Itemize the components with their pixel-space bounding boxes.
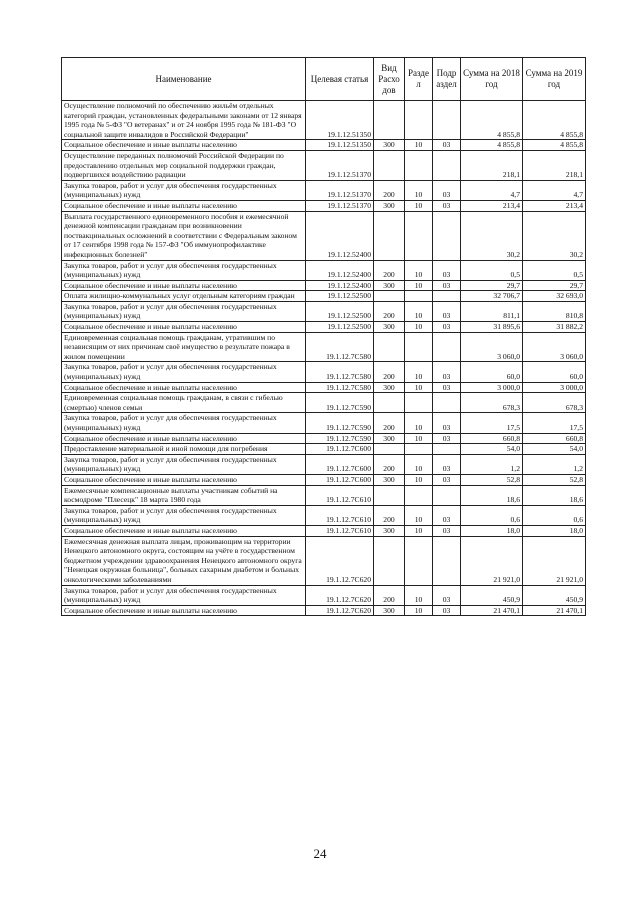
sum-2018: 3 060,0 (461, 332, 523, 362)
subsection: 03 (433, 260, 461, 280)
table-row (62, 585, 586, 605)
subsection (433, 485, 461, 505)
expense-type: 200 (374, 505, 405, 525)
target-article: 19.1.12.7С620 (306, 536, 374, 585)
section: 10 (405, 301, 433, 321)
sum-2019: 17,5 (523, 413, 586, 433)
sum-2018: 660,8 (461, 433, 523, 444)
subsection: 03 (433, 362, 461, 382)
section (405, 211, 433, 260)
target-article: 19.1.12.52400 (306, 211, 374, 260)
row-name: Оплата жилищно-коммунальных услуг отдельным категориям граждан (62, 291, 306, 302)
target-article: 19.1.12.7С590 (306, 433, 374, 444)
expense-type: 200 (374, 301, 405, 321)
table-row (62, 140, 586, 151)
sum-2018: 450,9 (461, 585, 523, 605)
row-name: Осуществление переданных полномочий Российской Федерации по предоставлению отдельных мер социальной поддержки граждан, подвергшихся воздействию радиации (62, 150, 306, 180)
subsection: 03 (433, 474, 461, 485)
table-row (62, 200, 586, 211)
header-expense-type: Вид Расхо дов (374, 58, 405, 101)
row-name: Закупка товаров, работ и услуг для обеспечения государственных (муниципальных) нужд (62, 301, 306, 321)
expense-type: 300 (374, 525, 405, 536)
table-row (62, 605, 586, 616)
table-row (62, 211, 586, 260)
row-name: Социальное обеспечение и иные выплаты населению (62, 605, 306, 616)
section: 10 (405, 505, 433, 525)
table-row (62, 413, 586, 433)
sum-2019: 0,6 (523, 505, 586, 525)
expense-type: 300 (374, 474, 405, 485)
subsection: 03 (433, 605, 461, 616)
section: 10 (405, 260, 433, 280)
row-name: Социальное обеспечение и иные выплаты населению (62, 433, 306, 444)
section: 10 (405, 140, 433, 151)
target-article: 19.1.12.52500 (306, 301, 374, 321)
sum-2019: 18,0 (523, 525, 586, 536)
section: 10 (405, 362, 433, 382)
sum-2019: 21 470,1 (523, 605, 586, 616)
section: 10 (405, 474, 433, 485)
table-header-row (62, 58, 586, 101)
expense-type: 300 (374, 200, 405, 211)
header-section: Разде л (405, 58, 433, 101)
target-article: 19.1.12.7С590 (306, 413, 374, 433)
target-article: 19.1.12.52500 (306, 291, 374, 302)
target-article: 19.1.12.51350 (306, 140, 374, 151)
section: 10 (405, 280, 433, 291)
row-name: Осуществление полномочий по обеспечению жильём отдельных категорий граждан, установленных федеральными законами от 12 января 1995 года № 5-ФЗ "О ветеранах" и от 24 ноября 1995 года № 181-ФЗ "О социальной защите инвалидов в Российской Федерации" (62, 101, 306, 140)
section (405, 485, 433, 505)
sum-2019: 1,2 (523, 454, 586, 474)
sum-2019: 810,8 (523, 301, 586, 321)
expense-type (374, 101, 405, 140)
subsection (433, 150, 461, 180)
page-number: 24 (313, 846, 327, 861)
target-article: 19.1.12.7С610 (306, 485, 374, 505)
sum-2018: 54,0 (461, 444, 523, 455)
sum-2019: 31 882,2 (523, 322, 586, 333)
target-article: 19.1.12.7С610 (306, 525, 374, 536)
row-name: Социальное обеспечение и иные выплаты населению (62, 525, 306, 536)
table-row (62, 291, 586, 302)
subsection: 03 (433, 180, 461, 200)
sum-2019: 450,9 (523, 585, 586, 605)
expense-type (374, 536, 405, 585)
row-name: Единовременная социальная помощь гражданам, утратившим по независящим от них причинам своё имущество в результате пожара в жилом помещении (62, 332, 306, 362)
table-row (62, 280, 586, 291)
expense-type (374, 393, 405, 413)
section (405, 101, 433, 140)
row-name: Закупка товаров, работ и услуг для обеспечения государственных (муниципальных) нужд (62, 413, 306, 433)
sum-2019: 54,0 (523, 444, 586, 455)
table-row (62, 444, 586, 455)
expense-type (374, 332, 405, 362)
target-article: 19.1.12.51370 (306, 180, 374, 200)
row-name: Социальное обеспечение и иные выплаты населению (62, 140, 306, 151)
expense-type (374, 150, 405, 180)
target-article: 19.1.12.51350 (306, 101, 374, 140)
table-row (62, 362, 586, 382)
row-name: Ежемесячная денежная выплата лицам, проживающим на территории Ненецкого автономного округа, состоящим на учёте в государственном бюджетном учреждении здравоохранения Ненецкого автономного округа "Ненецкая окружная больница", больных сахарным диабетом и больных онкологическими заболеваниями (62, 536, 306, 585)
section: 10 (405, 413, 433, 433)
sum-2018: 52,8 (461, 474, 523, 485)
row-name: Выплата государственного единовременного пособия и ежемесячной денежной компенсации гражданам при возникновении поствакцинальных осложнений в соответствии с Федеральным законом от 17 сентября 1998 года № 157-ФЗ "Об иммунопрофилактике инфекционных болезней" (62, 211, 306, 260)
sum-2019: 4,7 (523, 180, 586, 200)
subsection: 03 (433, 200, 461, 211)
subsection: 03 (433, 525, 461, 536)
section: 10 (405, 454, 433, 474)
subsection: 03 (433, 433, 461, 444)
header-sum-2019: Сумма на 2019 год (523, 58, 586, 101)
target-article: 19.1.12.7С600 (306, 474, 374, 485)
table-row (62, 393, 586, 413)
row-name: Единовременная социальная помощь гражданам, в связи с гибелью (смертью) членов семьи (62, 393, 306, 413)
sum-2018: 218,1 (461, 150, 523, 180)
table-row (62, 525, 586, 536)
expense-type: 300 (374, 140, 405, 151)
section: 10 (405, 200, 433, 211)
expense-type: 300 (374, 382, 405, 393)
sum-2019: 4 855,8 (523, 101, 586, 140)
row-name: Социальное обеспечение и иные выплаты населению (62, 200, 306, 211)
expense-type: 200 (374, 180, 405, 200)
target-article: 19.1.12.7С590 (306, 393, 374, 413)
expense-type: 200 (374, 260, 405, 280)
expense-type (374, 485, 405, 505)
sum-2018: 4 855,8 (461, 140, 523, 151)
section (405, 150, 433, 180)
subsection: 03 (433, 322, 461, 333)
row-name: Социальное обеспечение и иные выплаты населению (62, 322, 306, 333)
sum-2018: 17,5 (461, 413, 523, 433)
subsection: 03 (433, 280, 461, 291)
expense-type (374, 291, 405, 302)
row-name: Предоставление материальной и иной помощи для погребения (62, 444, 306, 455)
budget-table (61, 57, 586, 616)
sum-2019: 29,7 (523, 280, 586, 291)
section (405, 332, 433, 362)
target-article: 19.1.12.7С600 (306, 454, 374, 474)
sum-2018: 213,4 (461, 200, 523, 211)
row-name: Закупка товаров, работ и услуг для обеспечения государственных (муниципальных) нужд (62, 362, 306, 382)
section: 10 (405, 605, 433, 616)
row-name: Закупка товаров, работ и услуг для обеспечения государственных (муниципальных) нужд (62, 180, 306, 200)
row-name: Социальное обеспечение и иные выплаты населению (62, 382, 306, 393)
sum-2018: 4 855,8 (461, 101, 523, 140)
table-row (62, 332, 586, 362)
subsection (433, 444, 461, 455)
sum-2018: 678,3 (461, 393, 523, 413)
target-article: 19.1.12.7С600 (306, 444, 374, 455)
header-target-article: Целевая статья (306, 58, 374, 101)
subsection (433, 101, 461, 140)
sum-2018: 21 921,0 (461, 536, 523, 585)
target-article: 19.1.12.7С610 (306, 505, 374, 525)
sum-2019: 213,4 (523, 200, 586, 211)
expense-type (374, 444, 405, 455)
subsection: 03 (433, 301, 461, 321)
expense-type (374, 211, 405, 260)
sum-2019: 52,8 (523, 474, 586, 485)
target-article: 19.1.12.7С580 (306, 362, 374, 382)
table-row (62, 474, 586, 485)
table-row (62, 101, 586, 140)
sum-2019: 4 855,8 (523, 140, 586, 151)
target-article: 19.1.12.52400 (306, 280, 374, 291)
sum-2019: 3 060,0 (523, 332, 586, 362)
expense-type: 200 (374, 362, 405, 382)
expense-type: 200 (374, 413, 405, 433)
subsection: 03 (433, 140, 461, 151)
section: 10 (405, 382, 433, 393)
subsection: 03 (433, 454, 461, 474)
table-row (62, 382, 586, 393)
budget-table-container (61, 57, 585, 616)
section (405, 291, 433, 302)
table-row (62, 260, 586, 280)
sum-2019: 678,3 (523, 393, 586, 413)
sum-2019: 32 693,0 (523, 291, 586, 302)
subsection (433, 211, 461, 260)
subsection: 03 (433, 505, 461, 525)
table-row (62, 180, 586, 200)
section: 10 (405, 322, 433, 333)
sum-2019: 0,5 (523, 260, 586, 280)
sum-2018: 60,0 (461, 362, 523, 382)
expense-type: 200 (374, 585, 405, 605)
sum-2019: 3 000,0 (523, 382, 586, 393)
sum-2018: 0,6 (461, 505, 523, 525)
header-subsection: Подр аздел (433, 58, 461, 101)
section (405, 393, 433, 413)
subsection (433, 332, 461, 362)
target-article: 19.1.12.7С620 (306, 605, 374, 616)
subsection: 03 (433, 585, 461, 605)
sum-2018: 31 895,6 (461, 322, 523, 333)
sum-2018: 3 000,0 (461, 382, 523, 393)
expense-type: 300 (374, 605, 405, 616)
target-article: 19.1.12.52400 (306, 260, 374, 280)
row-name: Социальное обеспечение и иные выплаты населению (62, 474, 306, 485)
section: 10 (405, 180, 433, 200)
table-row (62, 322, 586, 333)
table-row (62, 150, 586, 180)
header-sum-2018: Сумма на 2018 год (461, 58, 523, 101)
target-article: 19.1.12.7С580 (306, 332, 374, 362)
sum-2018: 32 706,7 (461, 291, 523, 302)
target-article: 19.1.12.51370 (306, 150, 374, 180)
subsection (433, 536, 461, 585)
table-row (62, 505, 586, 525)
row-name: Закупка товаров, работ и услуг для обеспечения государственных (муниципальных) нужд (62, 505, 306, 525)
row-name: Закупка товаров, работ и услуг для обеспечения государственных (муниципальных) нужд (62, 260, 306, 280)
sum-2018: 30,2 (461, 211, 523, 260)
sum-2018: 4,7 (461, 180, 523, 200)
sum-2019: 21 921,0 (523, 536, 586, 585)
subsection (433, 291, 461, 302)
table-row (62, 536, 586, 585)
expense-type: 300 (374, 433, 405, 444)
sum-2018: 0,5 (461, 260, 523, 280)
expense-type: 200 (374, 454, 405, 474)
expense-type: 300 (374, 322, 405, 333)
sum-2018: 811,1 (461, 301, 523, 321)
row-name: Закупка товаров, работ и услуг для обеспечения государственных (муниципальных) нужд (62, 454, 306, 474)
table-body (62, 101, 586, 616)
target-article: 19.1.12.51370 (306, 200, 374, 211)
table-row (62, 301, 586, 321)
target-article: 19.1.12.7С580 (306, 382, 374, 393)
target-article: 19.1.12.52500 (306, 322, 374, 333)
expense-type: 300 (374, 280, 405, 291)
row-name: Социальное обеспечение и иные выплаты населению (62, 280, 306, 291)
sum-2018: 29,7 (461, 280, 523, 291)
table-row (62, 485, 586, 505)
table-row (62, 433, 586, 444)
subsection (433, 393, 461, 413)
section (405, 444, 433, 455)
sum-2018: 18,0 (461, 525, 523, 536)
row-name: Ежемесячные компенсационные выплаты участникам событий на космодроме "Плесецк" 18 марта 1980 года (62, 485, 306, 505)
sum-2019: 18,6 (523, 485, 586, 505)
section (405, 536, 433, 585)
sum-2019: 60,0 (523, 362, 586, 382)
header-name: Наименование (62, 58, 306, 101)
sum-2019: 30,2 (523, 211, 586, 260)
sum-2018: 21 470,1 (461, 605, 523, 616)
section: 10 (405, 433, 433, 444)
sum-2019: 660,8 (523, 433, 586, 444)
section: 10 (405, 585, 433, 605)
section: 10 (405, 525, 433, 536)
target-article: 19.1.12.7С620 (306, 585, 374, 605)
row-name: Закупка товаров, работ и услуг для обеспечения государственных (муниципальных) нужд (62, 585, 306, 605)
subsection: 03 (433, 413, 461, 433)
table-row (62, 454, 586, 474)
sum-2018: 18,6 (461, 485, 523, 505)
subsection: 03 (433, 382, 461, 393)
sum-2019: 218,1 (523, 150, 586, 180)
sum-2018: 1,2 (461, 454, 523, 474)
